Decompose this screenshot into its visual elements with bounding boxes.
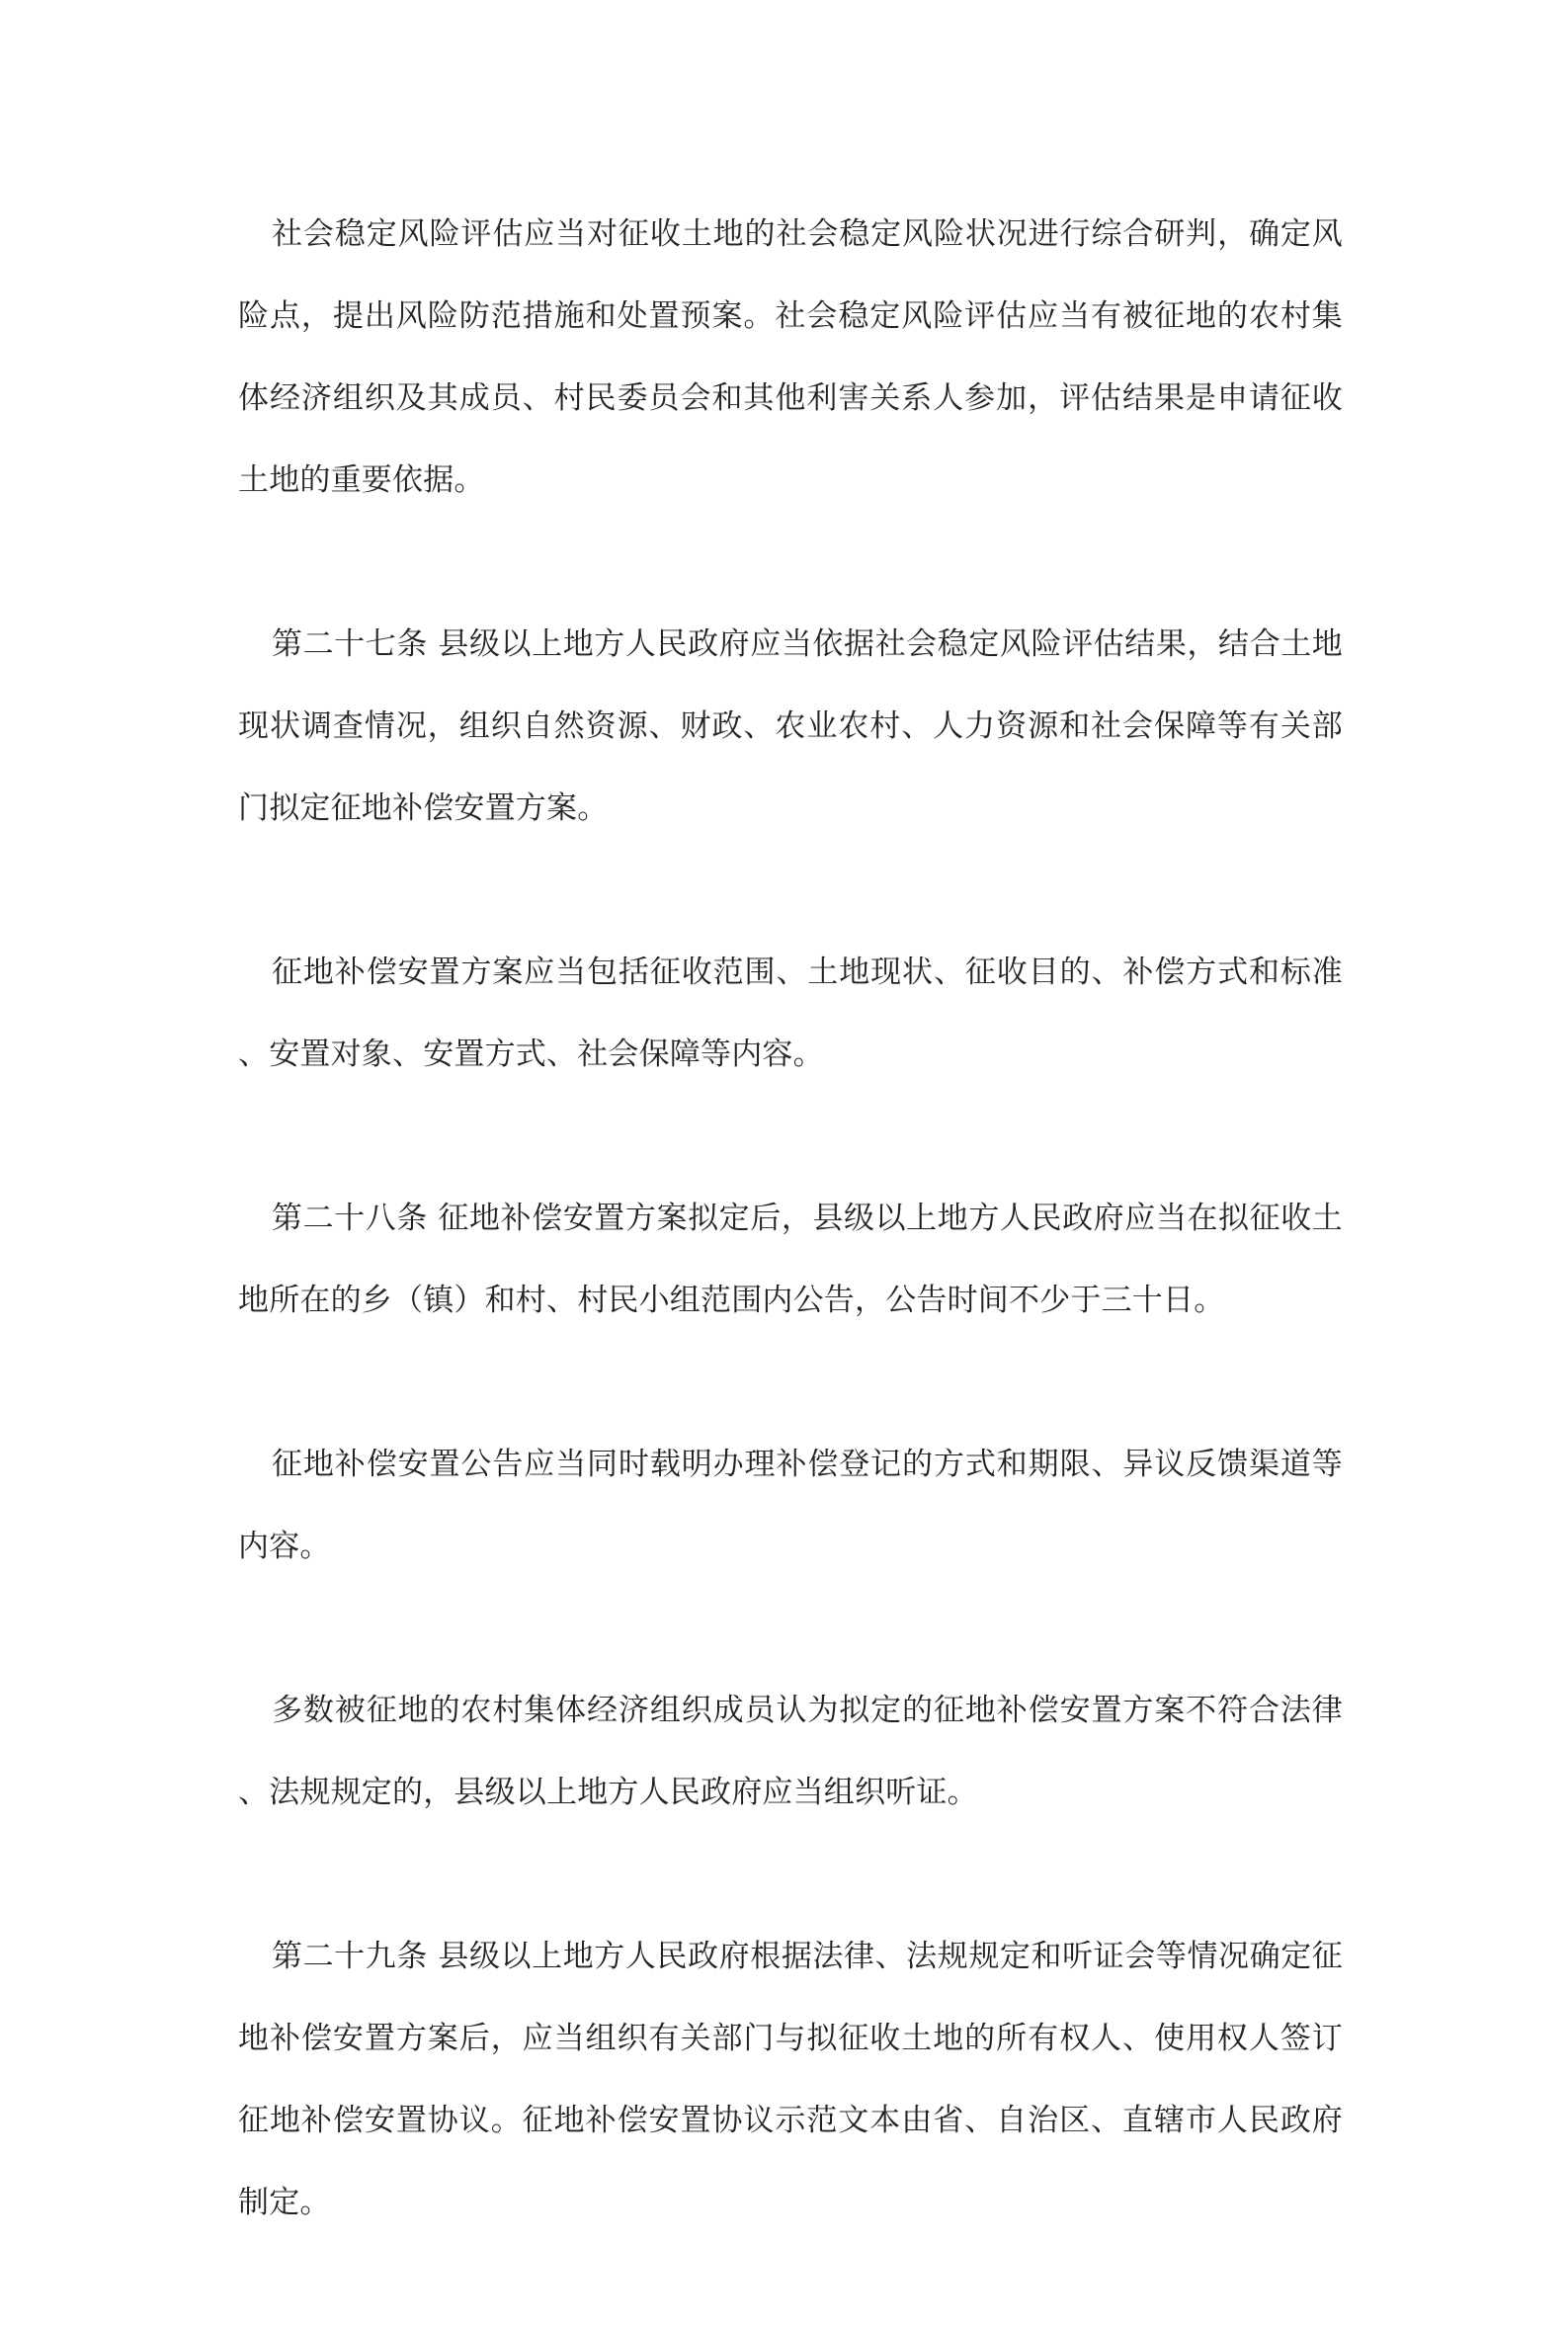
- paragraph-plan-contents: 征地补偿安置方案应当包括征收范围、土地现状、征收目的、补偿方式和标准、安置对象、安置方式、社会保障等内容。: [238, 955, 1343, 1072]
- paragraph-hearing: 多数被征地的农村集体经济组织成员认为拟定的征地补偿安置方案不符合法律、法规规定的，县级以上地方人民政府应当组织听证。: [238, 1693, 1343, 1810]
- document-body: [238, 194, 1343, 2326]
- paragraph-announcement-contents: 征地补偿安置公告应当同时载明办理补偿登记的方式和期限、异议反馈渠道等内容。: [238, 1447, 1343, 1564]
- paragraph-risk-assessment: 社会稳定风险评估应当对征收土地的社会稳定风险状况进行综合研判，确定风险点，提出风险防范措施和处置预案。社会稳定风险评估应当有被征地的农村集体经济组织及其成员、村民委员会和其他利害关系人参加，评估结果是申请征收土地的重要依据。: [238, 216, 1343, 498]
- paragraph-article-27: 第二十七条 县级以上地方人民政府应当依据社会稳定风险评估结果，结合土地现状调查情况，组织自然资源、财政、农业农村、人力资源和社会保障等有关部门拟定征地补偿安置方案。: [238, 626, 1343, 826]
- paragraph-article-29: 第二十九条 县级以上地方人民政府根据法律、法规规定和听证会等情况确定征地补偿安置方案后，应当组织有关部门与拟征收土地的所有权人、使用权人签订征地补偿安置协议。征地补偿安置协议示范文本由省、自治区、直辖市人民政府制定。: [238, 1939, 1343, 2220]
- paragraph-article-28: 第二十八条 征地补偿安置方案拟定后，县级以上地方人民政府应当在拟征收土地所在的乡（镇）和村、村民小组范围内公告，公告时间不少于三十日。: [238, 1201, 1343, 1318]
